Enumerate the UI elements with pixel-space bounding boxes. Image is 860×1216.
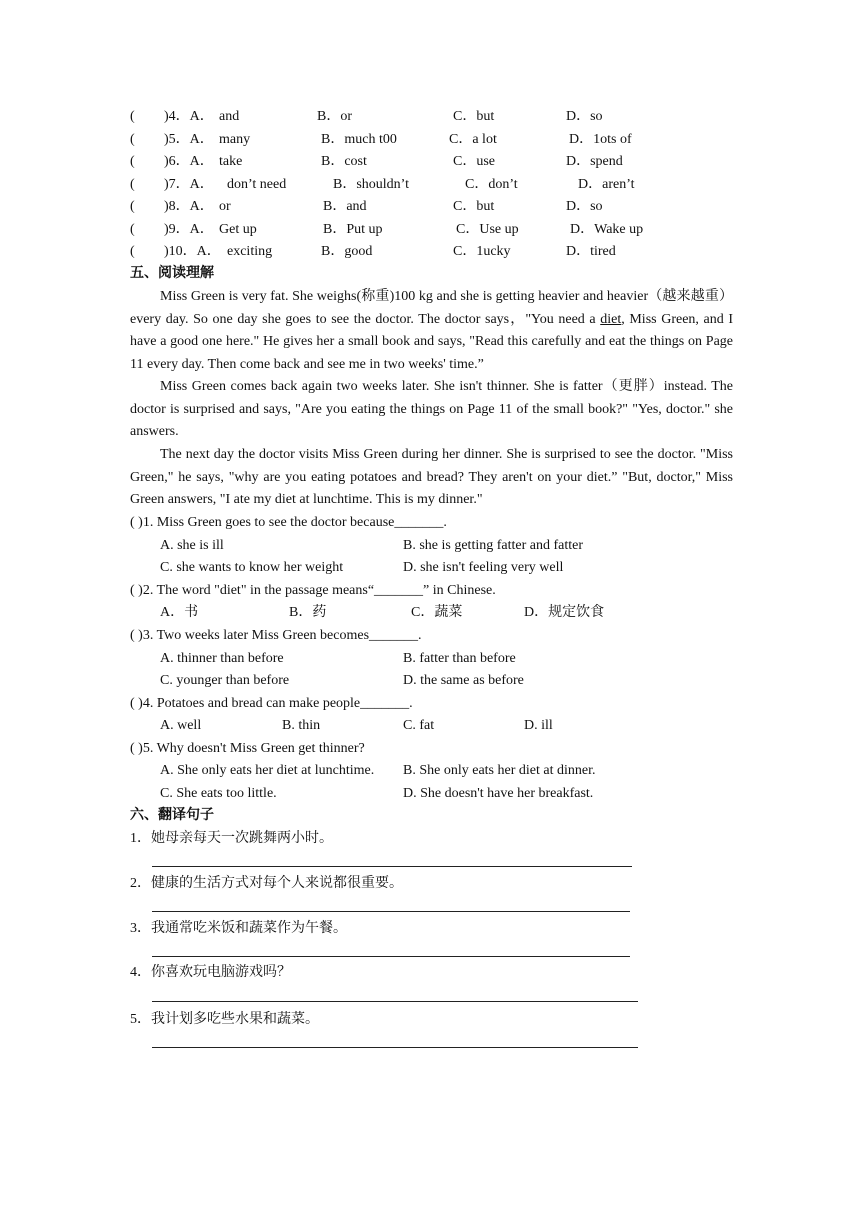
option-c: C．蔬菜 [411, 605, 463, 620]
option-a: A. she is ill [160, 538, 224, 553]
answer-line[interactable] [152, 1047, 638, 1048]
option-c: C．but [453, 199, 495, 214]
option-b: B．or [317, 109, 352, 124]
option-c: C．use [453, 154, 495, 169]
option-d: D．so [566, 109, 603, 124]
question-stem: ( )4. Potatoes and bread can make people_______. [130, 696, 413, 711]
question-stem: ( )1. Miss Green goes to see the doctor because_______. [130, 515, 447, 530]
question-number: )10．A． [164, 244, 221, 259]
option-c: C. fat [403, 718, 435, 733]
option-a: and [219, 109, 240, 124]
option-b: B．药 [289, 605, 327, 620]
option-a: or [219, 199, 231, 214]
question-stem: ( )5. Why doesn't Miss Green get thinner? [130, 741, 365, 756]
option-c: C．a lot [449, 132, 497, 147]
option-d: D．1ots of [569, 132, 632, 147]
option-a: A. She only eats her diet at lunchtime. [160, 763, 375, 778]
option-c: C．1ucky [453, 244, 511, 259]
option-c: C．but [453, 109, 495, 124]
question-number: )7．A． [164, 177, 214, 192]
option-d: D. she isn't feeling very well [403, 560, 564, 575]
passage-paragraph-2: Miss Green comes back again two weeks later. She isn't thinner. She is fatter（更胖）instead. The doctor is surprised and says, "Are you eating the things on Page 11 of the small book?" "Yes, doctor." she answers. [130, 379, 733, 440]
option-d: D. the same as before [403, 673, 524, 688]
question-number: )4．A． [164, 109, 214, 124]
option-c: C. She eats too little. [160, 786, 277, 801]
answer-paren: ( [130, 177, 135, 192]
option-d: D．tired [566, 244, 616, 259]
option-b: B．good [321, 244, 373, 259]
option-c: C. younger than before [160, 673, 290, 688]
option-d: D．aren’t [578, 177, 635, 192]
answer-paren: ( [130, 199, 135, 214]
translation-prompt: 5．我计划多吃些水果和蔬菜。 [130, 1012, 319, 1027]
translation-prompt: 2．健康的生活方式对每个人来说都很重要。 [130, 876, 403, 891]
answer-paren: ( [130, 132, 135, 147]
option-d: D．规定饮食 [524, 605, 605, 620]
section-heading-reading: 五、阅读理解 [130, 266, 214, 281]
option-b: B．cost [321, 154, 367, 169]
option-d: D．spend [566, 154, 623, 169]
option-d: D. ill [524, 718, 553, 733]
passage-paragraph-3: The next day the doctor visits Miss Green during her dinner. She is surprised to see the doctor. "Miss Green," he says, "why are you eating potatoes and bread? They aren't on your diet.” "But, doctor," Miss Green answers, "I ate my diet at lunchtime. This is my dinner." [130, 447, 733, 508]
passage-paragraph-1: Miss Green is very fat. She weighs(称重)100 kg and she is getting heavier and heavier（越来越重）every day. So one day she goes to see the doctor. The doctor says，"You need a diet, Miss Green, and I have a good one here." He gives her a small book and says, "Read this carefully and eat the things on Page 11 every day. Then come back and see me in two weeks' time.” [130, 289, 734, 372]
section-heading-translation: 六、翻译句子 [130, 808, 214, 823]
translation-prompt: 4．你喜欢玩电脑游戏吗？ [130, 965, 291, 980]
option-d: D．so [566, 199, 603, 214]
question-stem: ( )2. The word "diet" in the passage means“_______” in Chinese. [130, 583, 496, 598]
question-number: )5．A． [164, 132, 214, 147]
option-a: exciting [227, 244, 273, 259]
option-a: A．书 [160, 605, 199, 620]
answer-paren: ( [130, 244, 135, 259]
answer-paren: ( [130, 222, 135, 237]
question-number: )8．A． [164, 199, 214, 214]
option-c: C. she wants to know her weight [160, 560, 344, 575]
answer-line[interactable] [152, 1001, 638, 1002]
option-a: take [219, 154, 243, 169]
option-b: B. thin [282, 718, 321, 733]
option-b: B．much t00 [321, 132, 397, 147]
option-d: D. She doesn't have her breakfast. [403, 786, 594, 801]
answer-line[interactable] [152, 956, 630, 957]
option-a: Get up [219, 222, 257, 237]
translation-prompt: 3．我通常吃米饭和蔬菜作为午餐。 [130, 921, 347, 936]
answer-line[interactable] [152, 866, 632, 867]
translation-prompt: 1．她母亲每天一次跳舞两小时。 [130, 831, 333, 846]
question-number: )6．A． [164, 154, 214, 169]
question-stem: ( )3. Two weeks later Miss Green becomes_______. [130, 628, 422, 643]
option-b: B．Put up [323, 222, 383, 237]
option-b: B．and [323, 199, 367, 214]
answer-line[interactable] [152, 911, 630, 912]
option-c: C．Use up [456, 222, 519, 237]
answer-paren: ( [130, 109, 135, 124]
answer-paren: ( [130, 154, 135, 169]
option-a: don’t need [227, 177, 287, 192]
option-a: A. well [160, 718, 202, 733]
option-b: B．shouldn’t [333, 177, 409, 192]
option-d: D．Wake up [570, 222, 644, 237]
option-c: C．don’t [465, 177, 518, 192]
diet-word: diet [600, 311, 622, 327]
question-number: )9．A． [164, 222, 214, 237]
option-b: B. she is getting fatter and fatter [403, 538, 583, 553]
option-a: A. thinner than before [160, 651, 284, 666]
option-b: B. fatter than before [403, 651, 516, 666]
option-a: many [219, 132, 251, 147]
option-b: B. She only eats her diet at dinner. [403, 763, 596, 778]
